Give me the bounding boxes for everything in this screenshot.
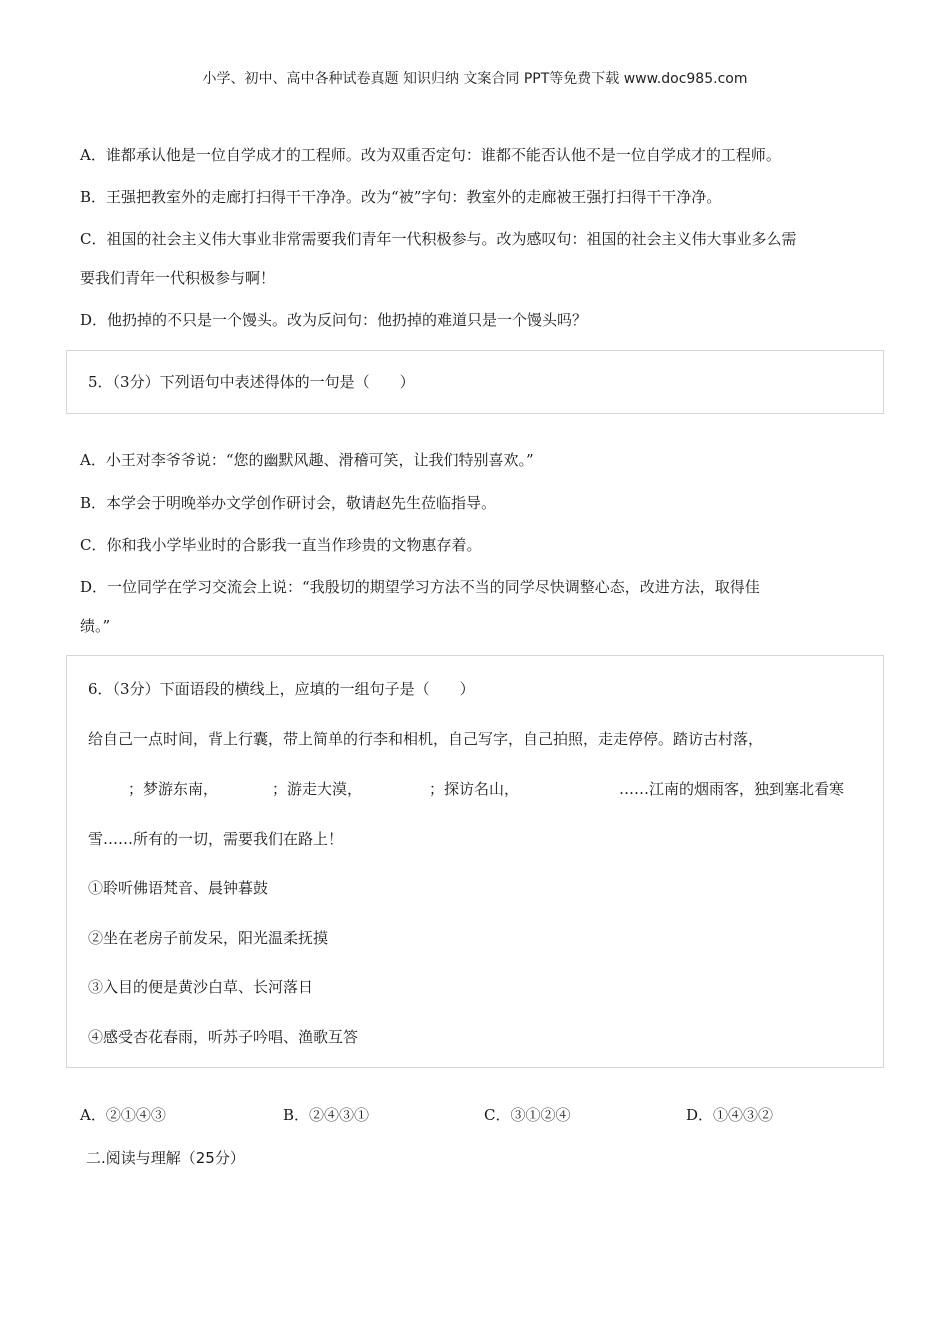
q4-option-c-cont: 要我们青年一代积极参与啊！ [80,269,276,287]
section-2-heading: 二.阅读与理解（25分） [86,1149,245,1167]
q6-passage-line2-part4: ……江南的烟雨客，独到塞北看寒 [619,780,845,798]
q5-option-c: C．你和我小学毕业时的合影我一直当作珍贵的文物惠存着。 [80,536,482,554]
q5-stem-box [66,350,884,414]
q6-option-a: A．②①④③ [80,1106,166,1124]
q6-item-1: ①聆听佛语梵音、晨钟暮鼓 [88,879,269,897]
q4-option-a: A．谁都承认他是一位自学成才的工程师。改为双重否定句：谁都不能否认他不是一位自学成才的工程师。 [80,146,781,164]
q6-item-4: ④感受杏花春雨，听苏子吟唱、渔歌互答 [88,1028,359,1046]
q6-option-b: B．②④③① [283,1106,370,1124]
q5-option-a: A．小王对李爷爷说：“您的幽默风趣、滑稽可笑，让我们特别喜欢。” [80,451,534,469]
q4-option-c: C．祖国的社会主义伟大事业非常需要我们青年一代积极参与。改为感叹句：祖国的社会主义伟大事业多么需 [80,230,797,248]
q6-passage-line3: 雪……所有的一切，需要我们在路上！ [88,830,344,848]
page-header: 小学、初中、高中各种试卷真题 知识归纳 文案合同 PPT等免费下载 www.doc985.com [202,71,748,87]
q6-stem: 6．（3分）下面语段的横线上，应填的一组句子是（ ） [88,680,475,698]
q5-option-b: B．本学会于明晚举办文学创作研讨会，敬请赵先生莅临指导。 [80,494,497,512]
q4-option-d: D．他扔掉的不只是一个馒头。改为反问句：他扔掉的难道只是一个馒头吗？ [80,311,588,329]
q6-item-3: ③入目的便是黄沙白草、长河落日 [88,978,314,996]
q6-passage-line2-part3: ；探访名山， [429,780,520,798]
q6-passage-line2-part1: ；梦游东南， [128,780,219,798]
q6-option-d: D．①④③② [686,1106,774,1124]
q4-option-b: B．王强把教室外的走廊打扫得干干净净。改为“被”字句：教室外的走廊被王强打扫得干干净净。 [80,188,722,206]
q6-passage-line2-part2: ；游走大漠， [272,780,363,798]
q5-stem: 5．（3分）下列语句中表述得体的一句是（ ） [88,373,415,391]
q5-option-d-cont: 绩。” [80,617,111,635]
q6-item-2: ②坐在老房子前发呆，阳光温柔抚摸 [88,929,329,947]
q6-option-c: C．③①②④ [484,1106,571,1124]
q6-passage-line1: 给自己一点时间，背上行囊，带上简单的行李和相机，自己写字，自己拍照，走走停停。踏访古村落， [88,730,764,748]
q6-box [66,655,884,1068]
q5-option-d: D．一位同学在学习交流会上说：“我殷切的期望学习方法不当的同学尽快调整心态，改进方法，取得佳 [80,578,760,596]
